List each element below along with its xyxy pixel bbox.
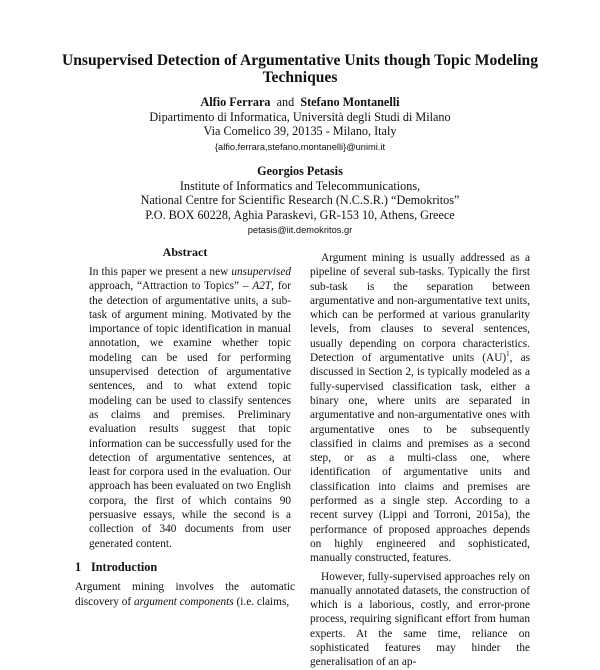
intro-text: Argument mining involves the automatic discovery of argument components (i.e. claims, <box>75 581 295 608</box>
body-paragraph: However, fully-supervised approaches rely on manually annotated datasets, the construction of which is a laborious, costly, and error-prone process, requiring significant effort from human experts. At the same time, reliance on sophisticated features may hinder the generalisation of an ap- <box>310 570 530 669</box>
paper-title: Unsupervised Detection of Argumentative Units though Topic Modeling Techniques <box>61 52 539 86</box>
author-block-1 <box>40 95 560 154</box>
abstract-text: In this paper we present a new unsupervised approach, “Attraction to Topics” – A2T, for the detection of argumentative units, a sub-task of argument mining. Motivated by the importance of topic identification in manual annotation, we examine whether topic modeling can be used for performing unsupervised detection of argumentative sentences, and to what extend topic modeling can be used to classify sentences as claims and premises. Preliminary evaluation results suggest that topic information can be successfully used for the detection of argumentative sentences, at least for corpora used in the evaluation. Our approach has been evaluated on two English corpora, the first of which contains 90 persuasive essays, while the second is a collection of 340 documents from user generated content. <box>89 266 291 550</box>
author-name: Alfio Ferrara <box>200 95 271 109</box>
author-affiliation: National Centre for Scientific Research (N.C.S.R.) “Demokritos” <box>140 193 460 207</box>
abstract-body <box>75 265 295 551</box>
author-name: Georgios Petasis <box>257 164 343 178</box>
body-paragraph: Argument mining is usually addressed as a pipeline of several sub-tasks. Typically the first sub-task is the separation between argumentative and non-argumentative text units, which can be performed at various granularity levels, from clauses to several sentences, usually depending on corpora characteristics. Detection of argumentative units (AU)$^1$, as discussed in Section 2, is typically modeled as a fully-supervised classification task, either a binary one, where units are separated in argumentative and non-argumentative ones with argumentative ones to be subsequently classified in claims and premises as a second step, or as a multi-class one, where identification of argumentative units and classification into claims and premises are performed as a single step. According to a recent survey (Lippi and Torroni, 2015a), the performance of proposed approaches depends on highly engineered and sophisticated, manually constructed, features. <box>310 252 531 565</box>
author-names-1 <box>40 95 560 110</box>
left-column <box>75 245 295 609</box>
author-address: P.O. BOX 60228, Aghia Paraskevi, GR-153 10, Athens, Greece <box>145 207 455 222</box>
section-heading-introduction <box>75 560 295 574</box>
abstract-heading: Abstract <box>162 245 208 259</box>
author-email: {alfio.ferrara,stefano.montanelli}@unimi.it <box>214 141 386 152</box>
section-number: 1 <box>75 559 82 574</box>
author-block-2 <box>40 164 560 238</box>
author-conjunction: and <box>276 95 295 109</box>
author-name: Stefano Montanelli <box>300 95 400 109</box>
author-email: petasis@iit.demokritos.gr <box>247 225 353 235</box>
author-address: Via Comelico 39, 20135 - Milano, Italy <box>203 124 397 138</box>
right-column <box>310 251 530 670</box>
author-affiliation: Dipartimento di Informatica, Università degli Studi di Milano <box>149 109 451 124</box>
author-affiliation: Institute of Informatics and Telecommunications, <box>179 178 421 193</box>
section-title: Introduction <box>91 559 158 574</box>
